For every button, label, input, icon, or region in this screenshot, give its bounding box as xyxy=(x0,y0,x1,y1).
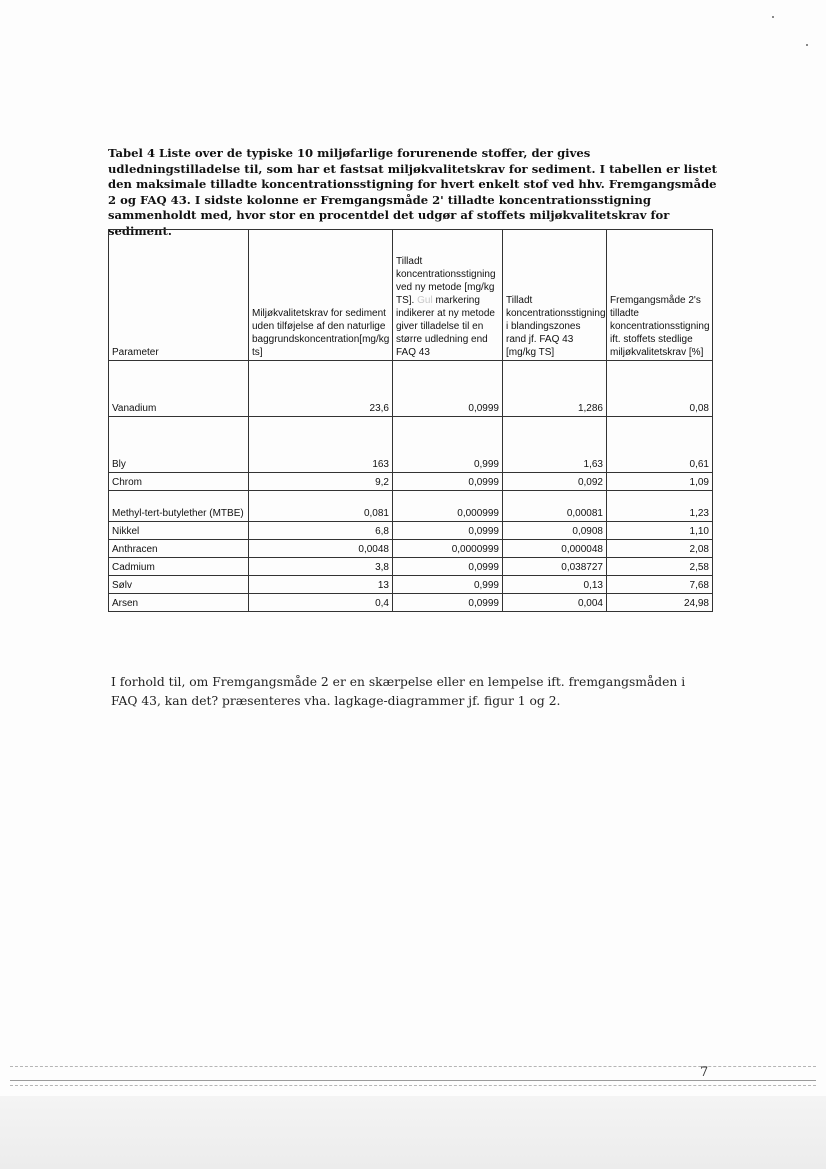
cell-new-method: 0,0999 xyxy=(393,558,503,576)
cell-mkk: 23,6 xyxy=(249,361,393,417)
table-row xyxy=(109,473,713,491)
cell-mkk: 9,2 xyxy=(249,473,393,491)
cell-percentage: 2,58 xyxy=(607,558,713,576)
cell-faq43: 0,00081 xyxy=(503,491,607,522)
table-row xyxy=(109,361,713,417)
cell-parameter: Chrom xyxy=(109,473,249,491)
cell-new-method: 0,0999 xyxy=(393,473,503,491)
cell-percentage: 7,68 xyxy=(607,576,713,594)
table-row xyxy=(109,594,713,612)
header-highlight-word: Gul xyxy=(417,295,433,306)
table-row xyxy=(109,417,713,473)
page-number: 7 xyxy=(700,1065,709,1080)
header-new-method-increase xyxy=(393,230,503,361)
cell-mkk: 6,8 xyxy=(249,522,393,540)
cell-faq43: 0,000048 xyxy=(503,540,607,558)
footer-rule-top xyxy=(10,1066,816,1067)
cell-faq43: 0,0908 xyxy=(503,522,607,540)
cell-new-method: 0,0999 xyxy=(393,522,503,540)
cell-mkk: 13 xyxy=(249,576,393,594)
cell-parameter: Cadmium xyxy=(109,558,249,576)
cell-parameter: Anthracen xyxy=(109,540,249,558)
cell-faq43: 1,63 xyxy=(503,417,607,473)
cell-percentage: 24,98 xyxy=(607,594,713,612)
cell-mkk: 3,8 xyxy=(249,558,393,576)
cell-parameter: Bly xyxy=(109,417,249,473)
cell-parameter: Methyl-tert-butylether (MTBE) xyxy=(109,491,249,522)
cell-mkk: 0,0048 xyxy=(249,540,393,558)
cell-parameter: Sølv xyxy=(109,576,249,594)
cell-percentage: 0,61 xyxy=(607,417,713,473)
footer-rule-bottom xyxy=(10,1085,816,1086)
header-new-method-text-a: Tilladt koncentrationsstigning ved ny metode [mg/kg TS]. xyxy=(396,256,496,306)
cell-new-method: 0,999 xyxy=(393,576,503,594)
table-row xyxy=(109,540,713,558)
cell-parameter: Vanadium xyxy=(109,361,249,417)
header-parameter: Parameter xyxy=(109,230,249,361)
cell-parameter: Arsen xyxy=(109,594,249,612)
table-caption: Tabel 4 Liste over de typiske 10 miljøfarlige forurenende stoffer, der gives udledningstilladelse til, som har et fastsat miljøkvalitetskrav for sediment. I tabellen er listet den maksimale tilladte koncentrationsstigning for hvert enkelt stof ved hhv. Fremgangsmåde 2 og FAQ 43. I sidste kolonne er Fremgangsmåde 2' tilladte koncentrationsstigning sammenholdt med, hvor stor en procentdel det udgør af stoffets miljøkvalitetskrav for sediment. xyxy=(108,146,718,238)
cell-faq43: 0,004 xyxy=(503,594,607,612)
cell-percentage: 1,09 xyxy=(607,473,713,491)
pollutant-table xyxy=(108,229,713,612)
cell-new-method: 0,0000999 xyxy=(393,540,503,558)
cell-faq43: 0,092 xyxy=(503,473,607,491)
cell-faq43: 0,13 xyxy=(503,576,607,594)
cell-faq43: 1,286 xyxy=(503,361,607,417)
cell-percentage: 1,10 xyxy=(607,522,713,540)
cell-percentage: 2,08 xyxy=(607,540,713,558)
scan-speck xyxy=(772,16,774,18)
footer-rule-main xyxy=(10,1080,816,1081)
cell-new-method: 0,0999 xyxy=(393,361,503,417)
cell-mkk: 0,081 xyxy=(249,491,393,522)
footer-scan-band xyxy=(0,1096,826,1169)
body-paragraph: I forhold til, om Fremgangsmåde 2 er en skærpelse eller en lempelse ift. fremgangsmåden i FAQ 43, kan det? præsenteres vha. lagkage-diagrammer jf. figur 1 og 2. xyxy=(111,675,686,708)
cell-new-method: 0,999 xyxy=(393,417,503,473)
table-row xyxy=(109,491,713,522)
table-row xyxy=(109,576,713,594)
cell-faq43: 0,038727 xyxy=(503,558,607,576)
header-new-method-text-b: markering indikerer at ny metode giver tilladelse til en større udledning end FAQ 43 xyxy=(396,295,495,358)
table-row xyxy=(109,558,713,576)
header-environmental-quality-standard: Miljøkvalitetskrav for sediment uden tilføjelse af den naturlige baggrundskoncentration[mg/kg ts] xyxy=(249,230,393,361)
cell-percentage: 0,08 xyxy=(607,361,713,417)
cell-percentage: 1,23 xyxy=(607,491,713,522)
cell-new-method: 0,0999 xyxy=(393,594,503,612)
cell-new-method: 0,000999 xyxy=(393,491,503,522)
cell-parameter: Nikkel xyxy=(109,522,249,540)
cell-mkk: 0,4 xyxy=(249,594,393,612)
table-header-row xyxy=(109,230,713,361)
header-faq43-increase: Tilladt koncentrationsstigning i blandingszones rand jf. FAQ 43 [mg/kg TS] xyxy=(503,230,607,361)
cell-mkk: 163 xyxy=(249,417,393,473)
scan-speck xyxy=(806,44,808,46)
table-row xyxy=(109,522,713,540)
header-percentage: Fremgangsmåde 2's tilladte koncentrationsstigning ift. stoffets stedlige miljøkvalitetskrav [%] xyxy=(607,230,713,361)
